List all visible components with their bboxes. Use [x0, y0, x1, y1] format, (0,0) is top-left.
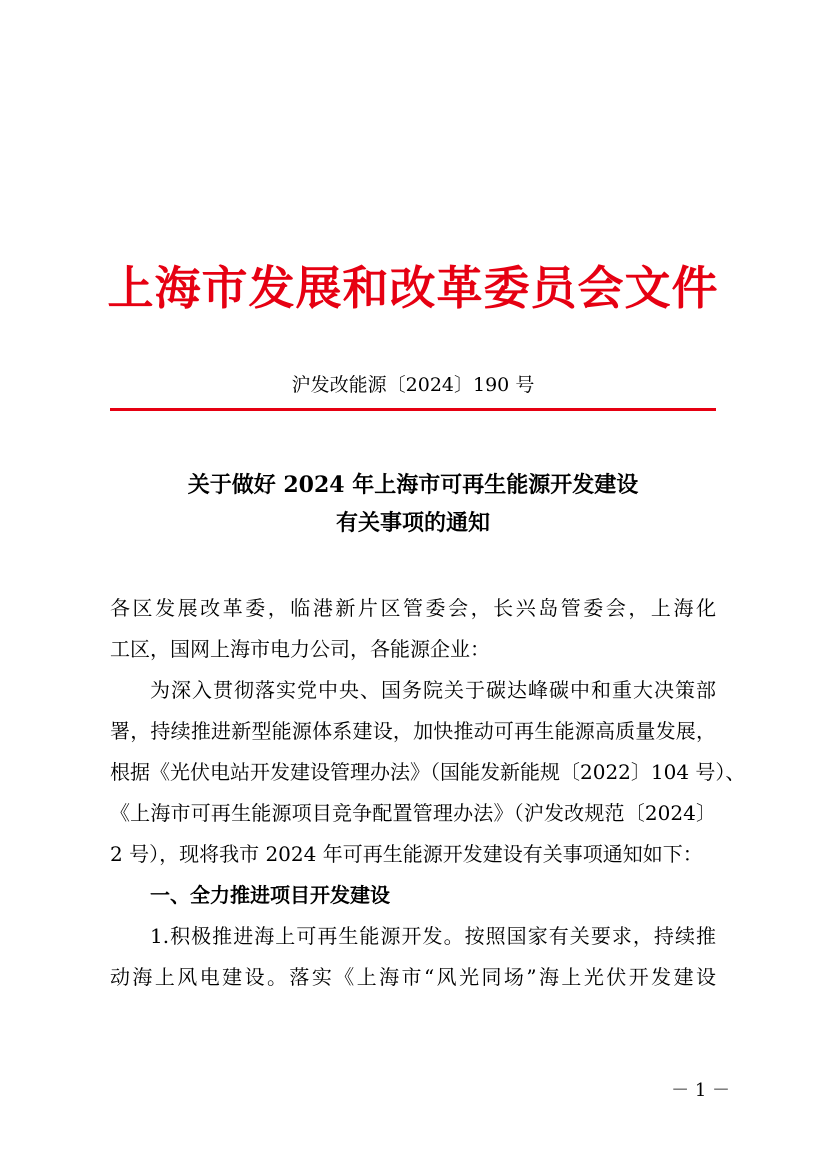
item-paragraph-line: 1.积极推进海上可再生能源开发。按照国家有关要求，持续推 — [150, 924, 716, 948]
document-number: 沪发改能源〔2024〕190 号 — [291, 374, 535, 396]
intro-paragraph-line: 署，持续推进新型能源体系建设，加快推动可再生能源高质量发展， — [110, 719, 716, 743]
document-body — [110, 588, 746, 998]
intro-paragraph-line: 《上海市可再生能源项目竞争配置管理办法》（沪发改规范〔2024〕 — [110, 801, 716, 825]
document-title-line-2: 有关事项的通知 — [335, 510, 490, 536]
red-divider-rule — [110, 408, 716, 411]
issuer-title: 上海市发展和改革委员会文件 — [107, 261, 719, 315]
salutation-line: 工区，国网上海市电力公司，各能源企业： — [110, 637, 490, 661]
item-paragraph-line: 动海上风电建设。落实《上海市“风光同场”海上光伏开发建设 — [110, 965, 716, 989]
intro-paragraph-line: 为深入贯彻落实党中央、国务院关于碳达峰碳中和重大决策部 — [150, 678, 716, 702]
document-title-line-1: 关于做好 2024 年上海市可再生能源开发建设 — [187, 472, 639, 498]
salutation-line: 各区发展改革委，临港新片区管委会，长兴岛管委会，上海化 — [110, 596, 716, 620]
intro-paragraph-line: 根据《光伏电站开发建设管理办法》（国能发新能规〔2022〕104 号）、 — [110, 760, 746, 784]
page-number: － 1 － — [671, 1080, 730, 1101]
intro-paragraph-line: 2 号），现将我市 2024 年可再生能源开发建设有关事项通知如下： — [110, 842, 703, 866]
section-heading: 一、全力推进项目开发建设 — [150, 883, 390, 907]
document-title — [0, 466, 826, 542]
